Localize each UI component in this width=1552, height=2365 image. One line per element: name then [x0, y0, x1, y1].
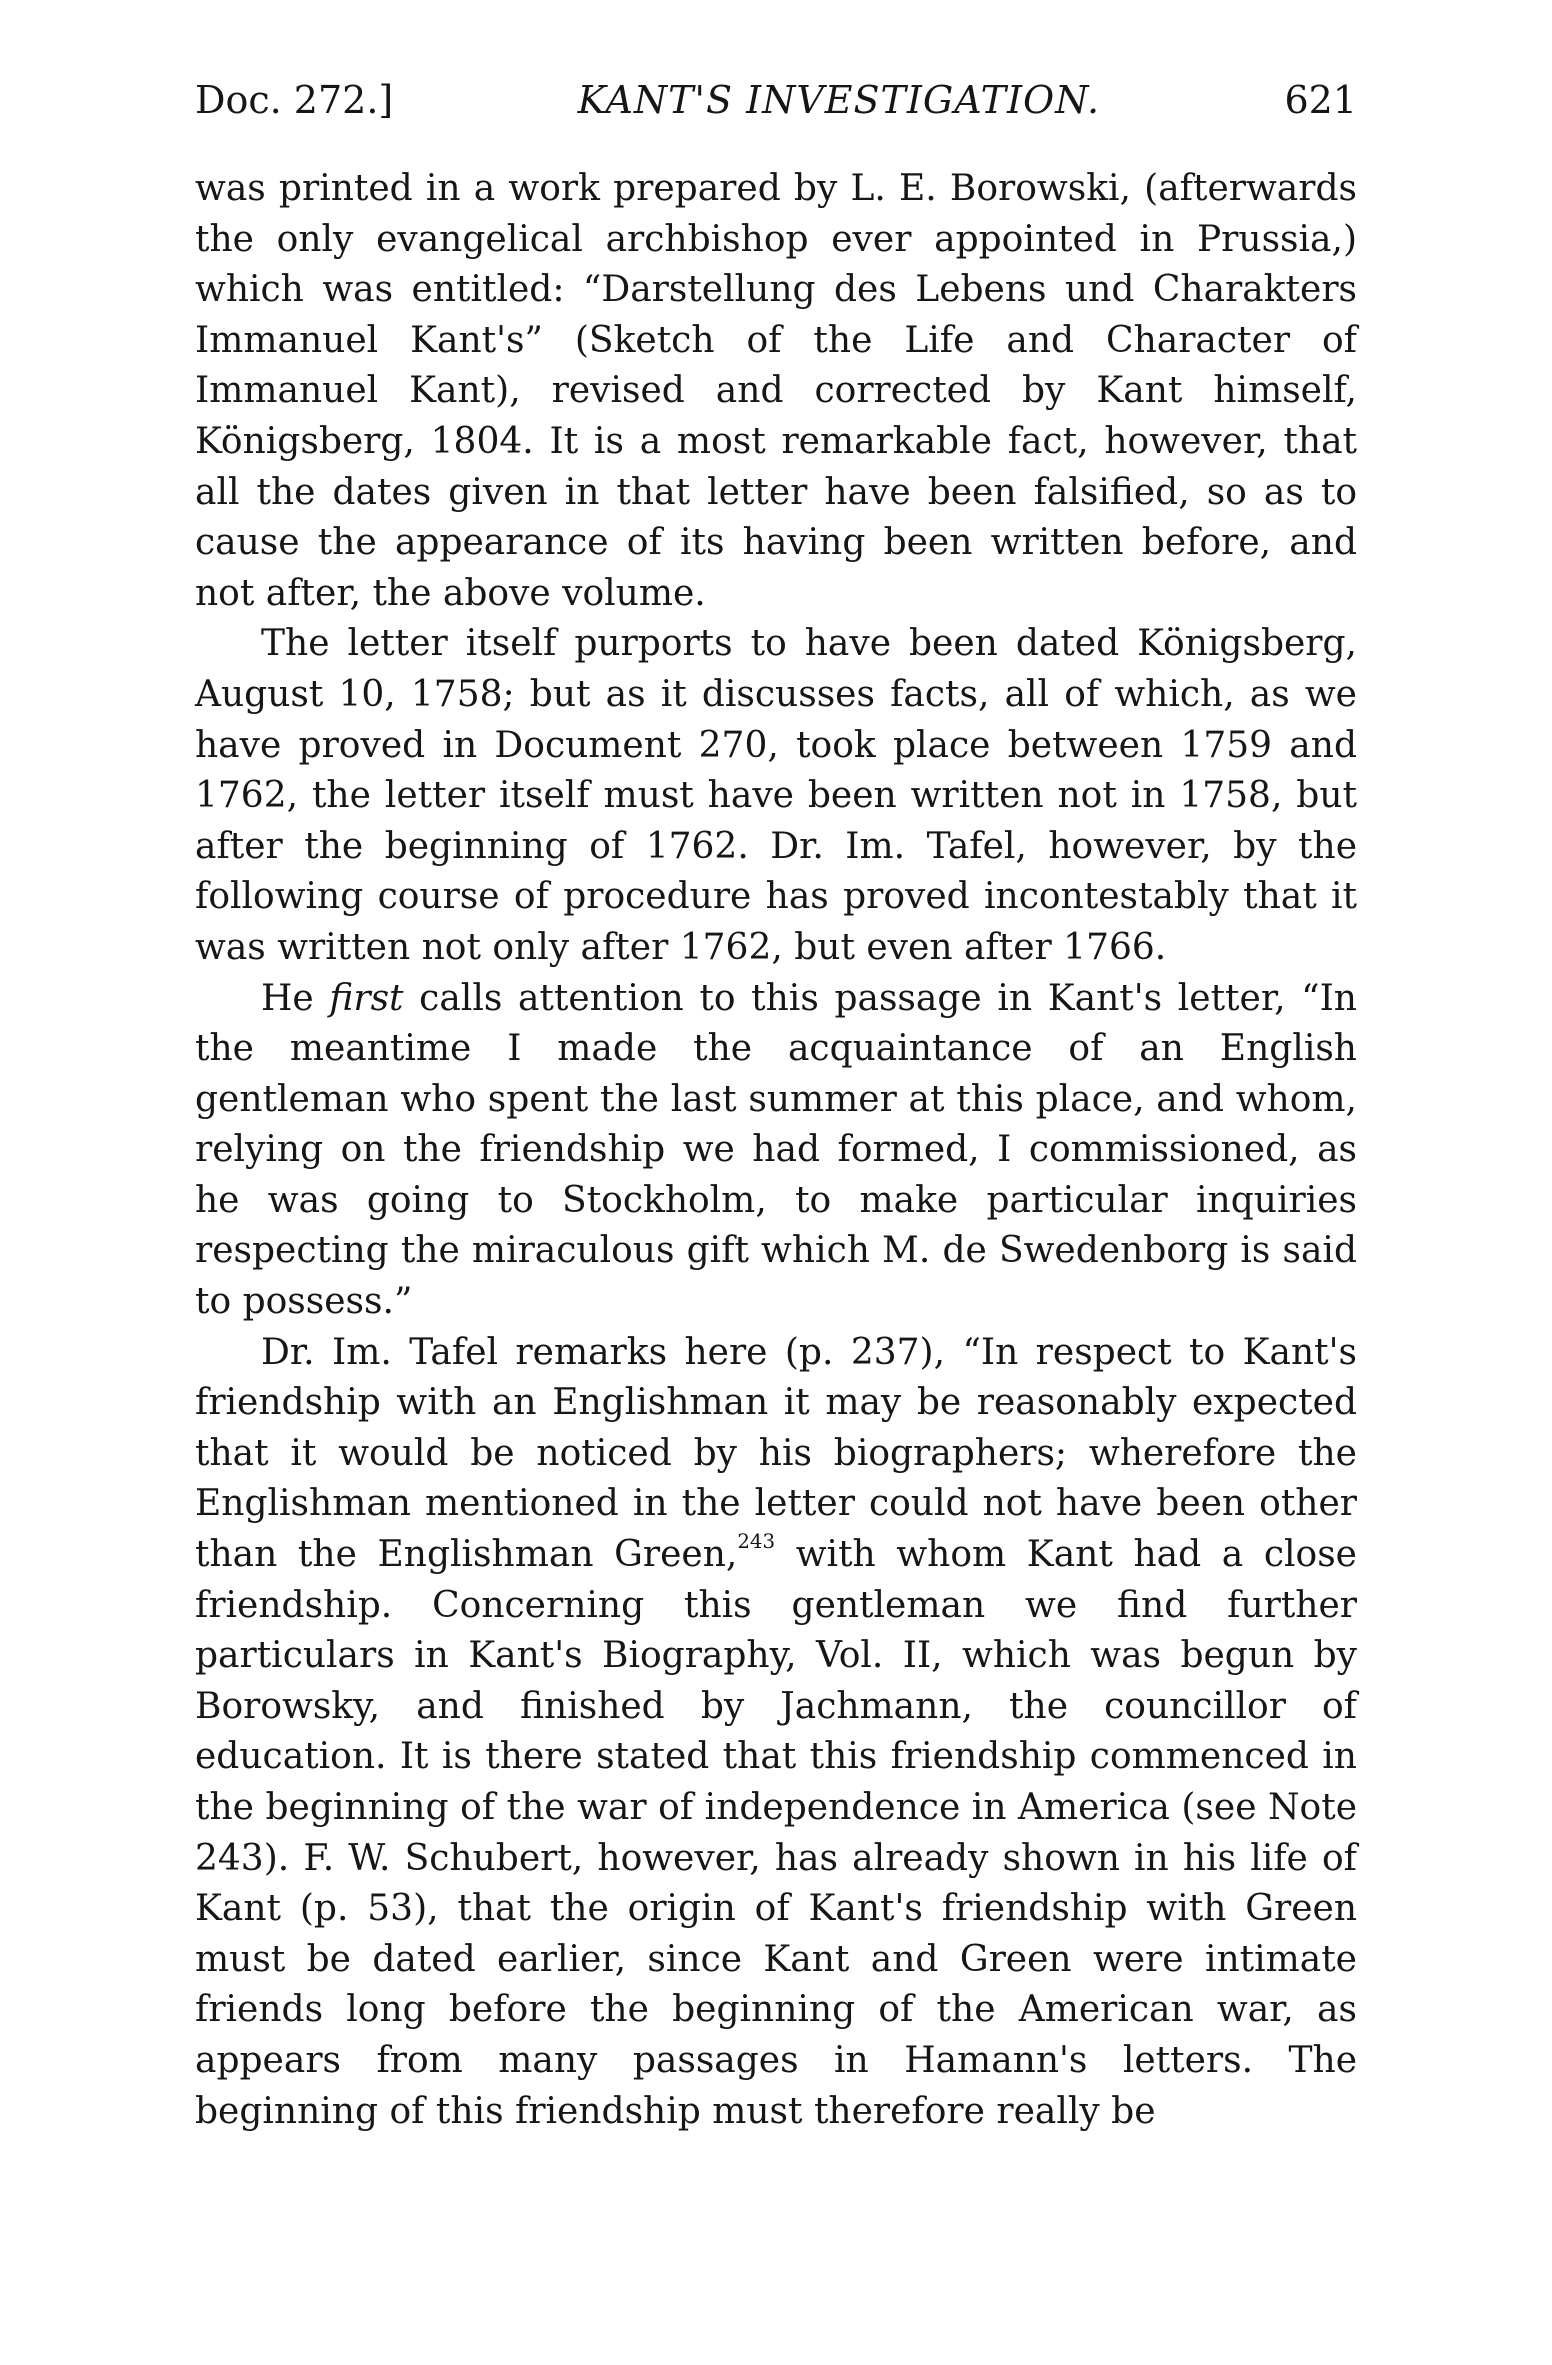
document-reference: Doc. 272.]: [195, 78, 394, 122]
paragraph-2: [195, 619, 1357, 973]
paragraph-4: [195, 1328, 1357, 2138]
paragraph-1: [195, 164, 1357, 619]
running-head: [195, 70, 1357, 130]
emphasis-first: first: [329, 977, 404, 1019]
body-text: [195, 164, 1357, 2137]
paragraph-3-text-rest: calls attention to this passage in Kant's letter, “In the meantime I made the acquaintance of an English gentleman who spent the last summer at this place, and whom, relying on the friendship we had formed, I commissioned, as he was going to Stockholm, to make particular inquiries respecting the miraculous gift which M. de Swedenborg is said to possess.”: [195, 977, 1357, 1323]
paragraph-3: [195, 974, 1357, 1328]
document-page: [195, 70, 1357, 2137]
footnote-reference-243: 243: [737, 1530, 776, 1554]
paragraph-4-text-start: Dr. Im. Tafel remarks here (p. 237), “In respect to Kant's friendship with an Englishman it may be reasonably expected that it would be noticed by his biographers; wherefore the Englishman mentioned in the letter could not have been other than the Englishman Green,: [195, 1331, 1357, 1576]
paragraph-1-text: was printed in a work prepared by L. E. Borowski, (afterwards the only evangelical archbishop ever appointed in Prussia,) which was entitled: “Darstellung des Lebens und Charakters Immanuel Kant's” (Sketch of the Life and Character of Immanuel Kant), revised and corrected by Kant himself, Königsberg, 1804. It is a most remarkable fact, however, that all the dates given in that letter have been falsified, so as to cause the appearance of its having been written before, and not after, the above volume.: [195, 168, 1357, 614]
paragraph-2-text: The letter itself purports to have been dated Königsberg, August 10, 1758; but as it discusses facts, all of which, as we have proved in Document 270, took place between 1759 and 1762, the letter itself must have been written not in 1758, but after the beginning of 1762. Dr. Im. Tafel, however, by the following course of procedure has proved incontestably that it was written not only after 1762, but even after 1766.: [195, 623, 1357, 968]
page-number: 621: [1284, 78, 1357, 122]
running-title: KANT'S INVESTIGATION.: [577, 78, 1101, 122]
paragraph-4-text-rest: with whom Kant had a close friendship. Concerning this gentleman we find further particulars in Kant's Biography, Vol. II, which was begun by Borowsky, and finished by Jachmann, the councillor of education. It is there stated that this friendship commenced in the beginning of the war of independence in America (see Note 243). F. W. Schubert, however, has already shown in his life of Kant (p. 53), that the origin of Kant's friendship with Green must be dated earlier, since Kant and Green were intimate friends long before the beginning of the American war, as appears from many passages in Hamann's letters. The beginning of this friendship must therefore really be: [195, 1534, 1357, 2132]
paragraph-3-text-start: He: [261, 977, 330, 1019]
